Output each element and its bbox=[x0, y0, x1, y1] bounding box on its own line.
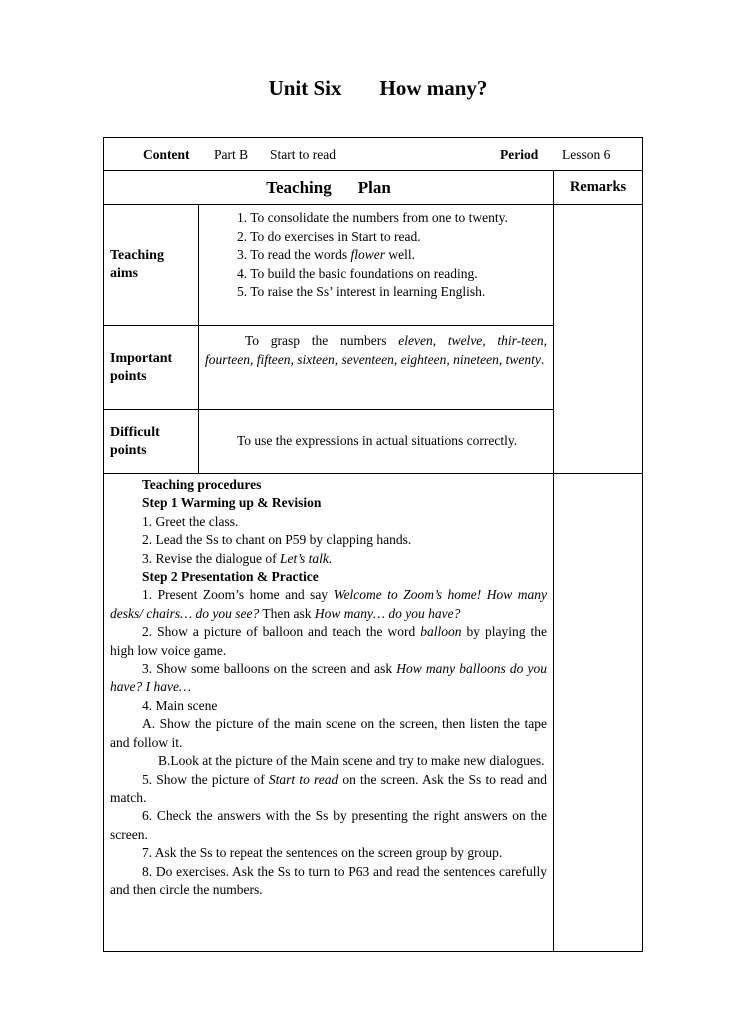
procedure-item: 3. Show some balloons on the screen and ask How many balloons do you have? I have… bbox=[110, 661, 547, 695]
aim-item: 3. To read the words flower well. bbox=[237, 247, 416, 262]
procedure-item: A. Show the picture of the main scene on the screen, then listen the tape and follow it. bbox=[110, 716, 547, 750]
remarks-cell-top bbox=[554, 205, 643, 474]
period-value: Lesson 6 bbox=[562, 147, 611, 162]
procedures-row bbox=[104, 474, 643, 952]
step1-heading: Step 1 Warming up & Revision bbox=[142, 495, 322, 511]
procedure-item: 3. Revise the dialogue of Let’s talk. bbox=[142, 550, 333, 566]
procedure-item: 2. Lead the Ss to chant on P59 by clapping hands. bbox=[142, 532, 412, 548]
difficult-label: Difficult points bbox=[104, 410, 199, 474]
aims-row bbox=[104, 205, 643, 326]
aim-item: 1. To consolidate the numbers from one to twenty. bbox=[237, 210, 508, 225]
content-row bbox=[104, 138, 643, 171]
aims-content bbox=[199, 205, 554, 326]
period-label: Period bbox=[500, 147, 539, 162]
procedure-item: 8. Do exercises. Ask the Ss to turn to P63 and read the sentences carefully and then circle the numbers. bbox=[110, 863, 547, 897]
important-label: Important points bbox=[104, 326, 199, 410]
difficult-content: To use the expressions in actual situations correctly. bbox=[199, 410, 554, 474]
page-title bbox=[0, 76, 744, 101]
aim-item: 2. To do exercises in Start to read. bbox=[237, 228, 421, 244]
content-part: Part B bbox=[214, 147, 249, 162]
important-content: To grasp the numbers eleven, twelve, thir-teen, fourteen, fifteen, sixteen, seventeen, eighteen, nineteen, twenty. bbox=[199, 326, 554, 410]
procedure-item: 4. Main scene bbox=[142, 697, 218, 713]
topic-title: How many? bbox=[379, 76, 488, 100]
heading-row bbox=[104, 171, 643, 205]
step2-heading: Step 2 Presentation & Practice bbox=[142, 569, 319, 585]
teaching-plan-heading: Teaching Plan bbox=[104, 171, 554, 205]
content-label: Content bbox=[143, 147, 190, 162]
aim-item: 4. To build the basic foundations on reading. bbox=[237, 265, 478, 281]
procedure-item: B.Look at the picture of the Main scene and try to make new dialogues. bbox=[158, 753, 545, 769]
procedures-content bbox=[104, 474, 554, 952]
procedure-item: 1. Present Zoom’s home and say Welcome to Zoom’s home! How many desks/ chairs… do you see? Then ask How many… do you have? bbox=[110, 587, 548, 621]
teaching-plan-table bbox=[103, 137, 643, 952]
remarks-heading: Remarks bbox=[554, 171, 643, 205]
remarks-cell-bottom bbox=[554, 474, 643, 952]
procedure-item: 1. Greet the class. bbox=[142, 513, 239, 529]
procedure-item: 6. Check the answers with the Ss by presenting the right answers on the screen. bbox=[110, 808, 547, 842]
aim-item: 5. To raise the Ss’ interest in learning English. bbox=[237, 284, 486, 299]
unit-title: Unit Six bbox=[268, 76, 342, 100]
aims-label: Teaching aims bbox=[104, 205, 199, 326]
content-section: Start to read bbox=[270, 147, 336, 162]
procedure-item: 5. Show the picture of Start to read on the screen. Ask the Ss to read and match. bbox=[110, 771, 547, 805]
procedure-item: 2. Show a picture of balloon and teach the word balloon by playing the high low voice game. bbox=[110, 624, 547, 658]
procedures-heading: Teaching procedures bbox=[142, 477, 262, 492]
procedure-item: 7. Ask the Ss to repeat the sentences on the screen group by group. bbox=[142, 845, 503, 861]
